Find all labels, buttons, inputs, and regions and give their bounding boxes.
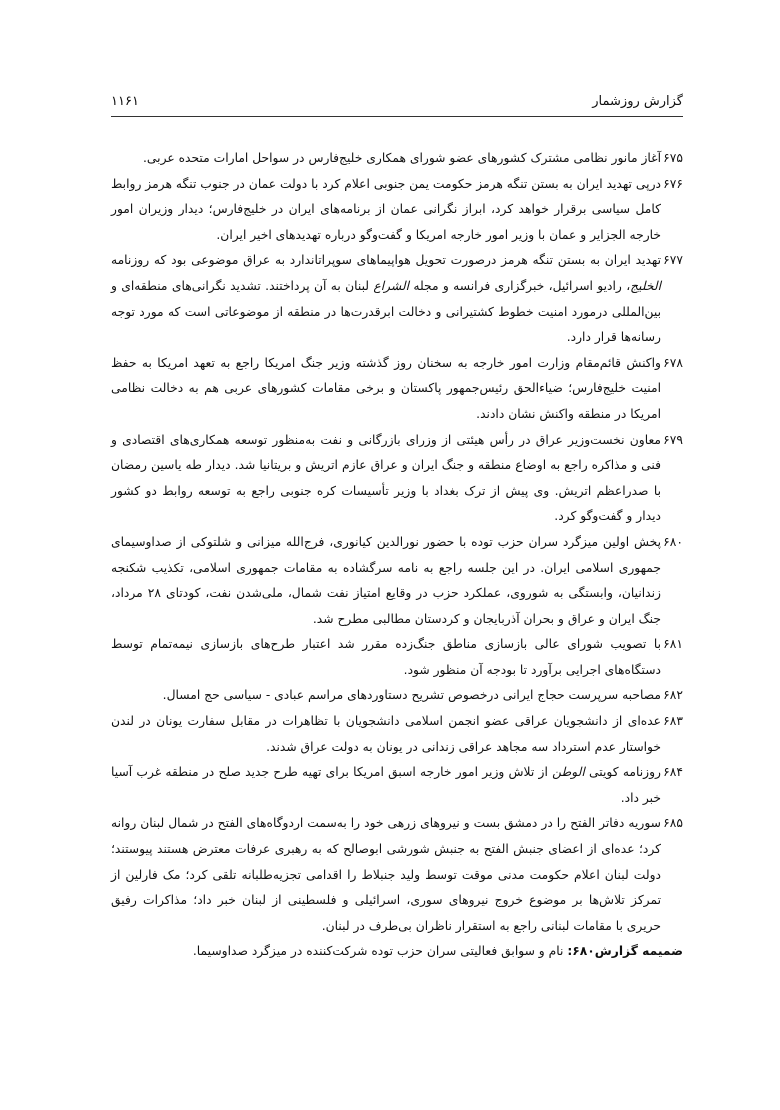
entry-text-segment: روزنامه کویتی [584,765,661,780]
entry-text-segment: واکنش قائم‌مقام وزارت امور خارجه به سخنان روز گذشته وزیر جنگ امریکا راجع به تعهد امریکا به حفظ امنیت خلیج‌فارس؛ ضیاءالحق رئیس‌جمهور پاکستان و برخی مقامات کشورهای عربی هم به دخالت نظامی امریکا در منطقه واکنش نشان دادند. [111,355,661,421]
entry-text-segment: ، رادیو اسرائیل، خبرگزاری فرانسه و مجله [409,278,631,293]
chronology-list [111,146,683,965]
entry-number: ۶۷۶ [663,176,683,191]
entry-text-segment: عده‌ای از دانشجویان عراقی عضو انجمن اسلامی دانشجویان با تظاهرات در مقابل سفارت یونان در لندن خواستار عدم استرداد سه مجاهد عراقی زندانی در یونان به دولت عراق شدند. [111,714,661,754]
chronology-entry [111,248,683,350]
entry-text-segment: درپی تهدید ایران به بستن تنگه هرمز حکومت یمن جنوبی اعلام کرد با دولت عمان در جنوب تنگه هرمز روابط کامل سیاسی برقرار خواهد کرد، ابراز نگرانی عمان از برنامه‌های ایران در خلیج‌فارس؛ دیدار وزیران امور خارجه الجزایر و عمان با وزیر امور خارجه امریکا و گفت‌وگو درباره تهدیدهای اخیر ایران. [111,176,661,242]
entry-number: ۶۸۳ [663,714,683,729]
chronology-entry [111,530,683,632]
entry-text-segment: تهدید ایران به بستن تنگه هرمز درصورت تحویل هواپیماهای سوپراتاندارد به عراق موضوعی بود که روزنامه [111,253,661,268]
entry-number: ۶۸۱ [663,637,683,652]
chronology-entry [111,811,683,939]
entry-text [111,356,661,421]
supplement-label: ضمیمه گزارش۶۸۰: [567,944,683,959]
entry-text-segment: مصاحبه سرپرست حجاج ایرانی درخصوص تشریح دستاوردهای مراسم عبادی - سیاسی حج امسال. [162,688,661,703]
entry-text-segment: از تلاش وزیر امور خارجه اسبق امریکا برای تهیه طرح جدید صلح در منطقه غرب آسیا خبر داد. [111,765,661,805]
entry-number: ۶۷۸ [663,355,683,370]
entry-number: ۶۸۴ [663,765,683,780]
supplement-text: نام و سوابق فعالیتی سران حزب توده شرکت‌کننده در میزگرد صداوسیما. [192,944,568,959]
entry-number: ۶۸۲ [663,688,683,703]
entry-text [143,151,661,165]
entry-number: ۶۷۵ [663,151,683,165]
entry-text [111,765,661,805]
chronology-entry [111,172,683,249]
publication-name: الشراع [373,278,410,293]
chronology-entry [111,709,683,760]
entry-text-segment: سوریه دفاتر الفتح را در دمشق بست و نیروهای زرهی خود را به‌سمت اردوگاه‌های الفتح در شمال لبنان روانه کرد؛ عده‌ای از اعضای جنبش الفتح به جنبش شورشی ابوصالح که به رهبری عرفات معترض هستند پیوستند؛ دولت لبنان اعلام حکومت مدنی موقت توسط ولید جنبلاط را اقدامی تجزیه‌طلبانه تلقی کرد؛ مک فارلین از تمرکز تلاش‌ها بر موضوع خروج نیروهای سوری، اسرائیلی و فلسطینی از لبنان خبر داد؛ مذاکرات رفیق حریری با مقامات لبنانی راجع به استقرار ناظران بی‌طرف در لبنان. [111,816,661,933]
entry-text [111,714,661,754]
chronology-entry [111,632,683,683]
entry-text-segment: آغاز مانور نظامی مشترک کشورهای عضو شورای همکاری خلیج‌فارس در سواحل امارات متحده عربی. [142,151,661,165]
entry-text [163,688,661,702]
entry-text-segment: پخش اولین میزگرد سران حزب توده با حضور نورالدین کیانوری، فرج‌الله میزانی و شلتوکی از صداوسیمای جمهوری اسلامی ایران. در این جلسه راجع به نامه سرگشاده به مقامات جمهوری اسلامی، تکذیب شکنجه زندانیان، وابستگی به شوروی، عملکرد حزب در وقایع امتیاز نفت شمال، ملی‌شدن نفت، کودتای ۲۸ مرداد، جنگ ایران و عراق و بحران آذربایجان و کردستان مطالبی مطرح شد. [111,534,661,626]
chronology-entry [111,428,683,530]
entry-number: ۶۷۹ [663,432,683,447]
chronology-entry [111,351,683,428]
page-header [111,92,683,117]
entry-text-segment: با تصویب شورای عالی بازسازی مناطق جنگ‌زده مقرر شد اعتبار طرح‌های بازسازی نیمه‌تمام توسط دستگاه‌های اجرایی برآورد تا بودجه آن منظور شود. [111,637,661,677]
entry-text [111,816,661,932]
page-number: ۱۱۶۱ [111,94,139,109]
entry-text [111,535,661,626]
chronology-entry [111,760,683,811]
entry-number: ۶۷۷ [663,253,683,268]
supplement-note [111,939,683,965]
entry-text-segment: لبنان به آن پرداختند. تشدید نگرانی‌های منطقه‌ای و بین‌المللی درمورد امنیت خطوط کشتیرانی و دخالت ابرقدرت‌ها در منطقه از موضوعاتی است که مورد توجه رسانه‌ها قرار دارد. [111,278,661,345]
entry-text [111,637,661,677]
entry-number: ۶۸۵ [663,816,683,831]
publication-name: الخلیج [630,278,661,293]
entry-text [111,433,661,524]
entry-text-segment: معاون نخست‌وزیر عراق در رأس هیئتی از وزرای بازرگانی و نفت به‌منظور توسعه همکاری‌های اقتصادی و فنی و مذاکره راجع به اوضاع منطقه و جنگ ایران و عراق عازم اتریش و بریتانیا شد. دیدار طه یاسین رمضان با صدراعظم اتریش. وی پیش از ترک بغداد با وزیر تأسیسات کره جنوبی راجع به توسعه روابط دو کشور دیدار و گفت‌وگو کرد. [111,432,661,524]
entry-text [111,177,661,242]
running-title: گزارش روزشمار [592,94,683,109]
entry-text [111,253,661,344]
chronology-entry [111,146,683,172]
chronology-entry [111,683,683,709]
publication-name: الوطن [552,765,585,780]
entry-number: ۶۸۰ [663,534,683,549]
